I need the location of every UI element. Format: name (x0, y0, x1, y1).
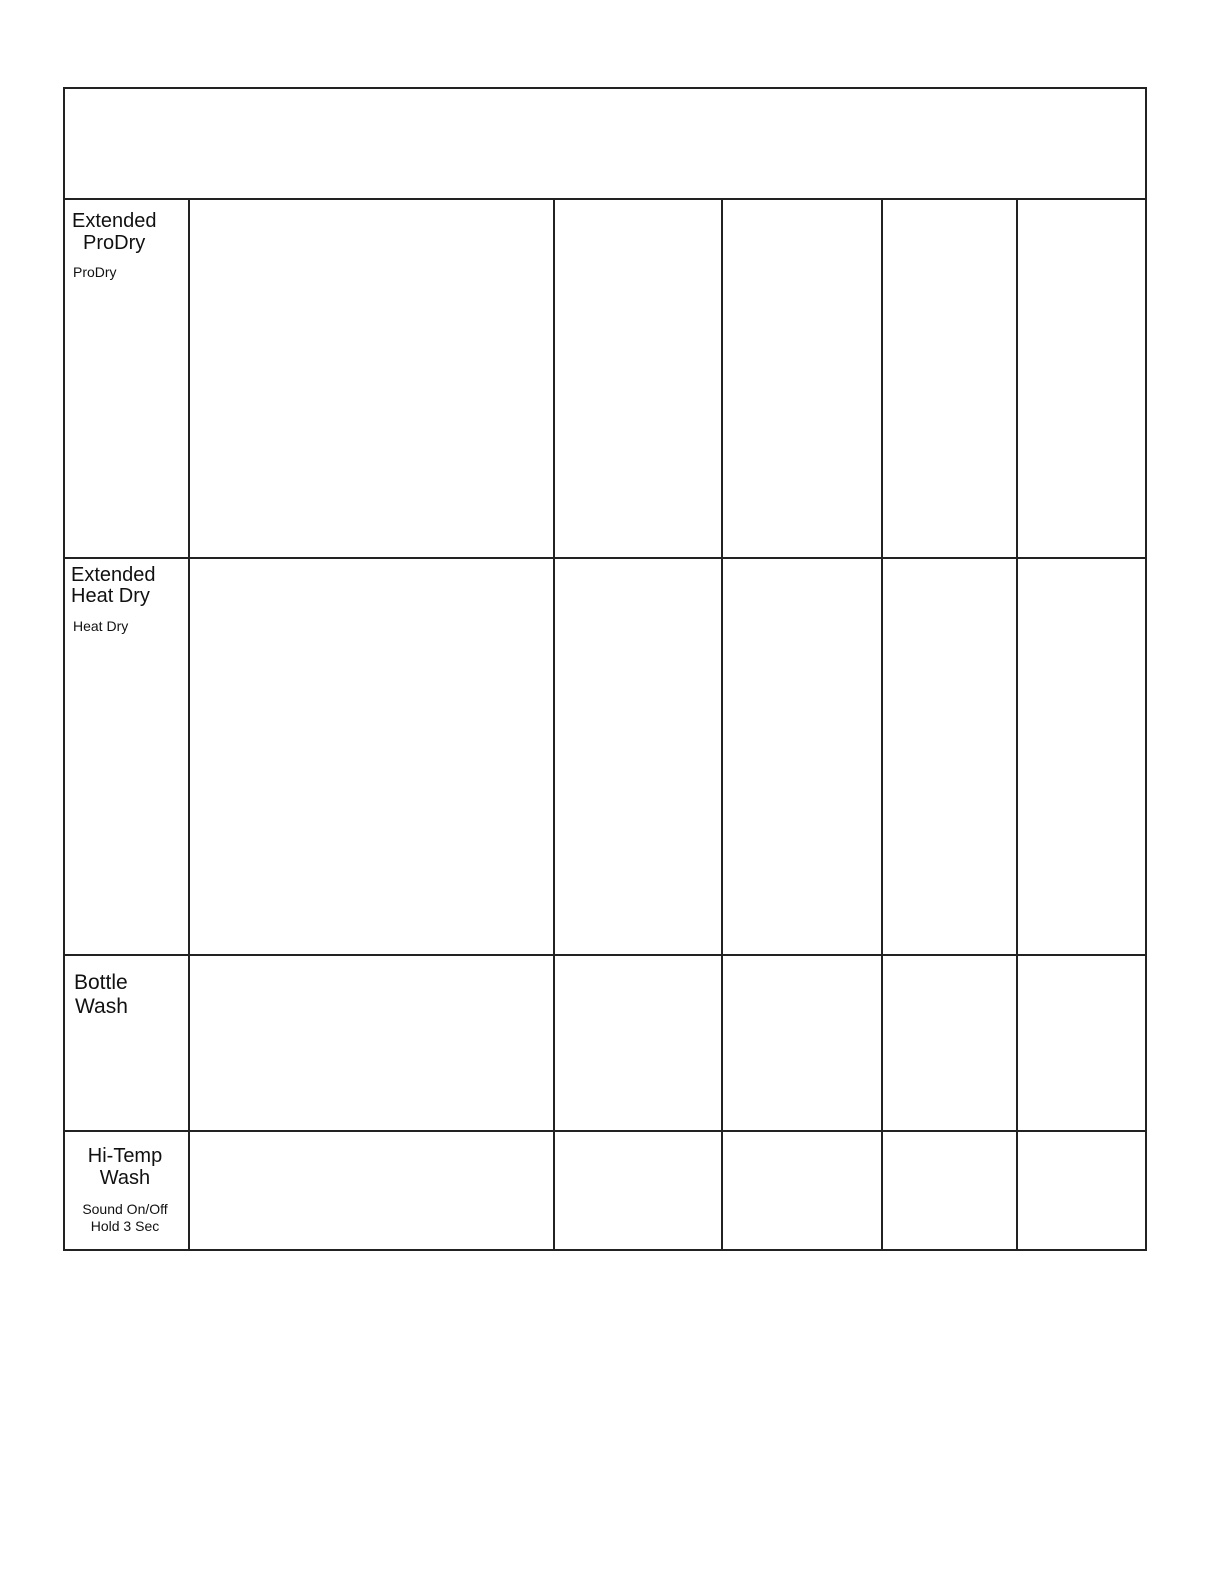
table-row-hi-temp-wash (65, 1132, 1145, 1253)
row-sub-label: Hold 3 Sec (90, 1218, 160, 1234)
row-main-label: Hi-Temp (87, 1145, 163, 1167)
row-sub-label: ProDry (73, 264, 117, 280)
table-row-extended-prodry (65, 200, 1145, 559)
options-table (63, 87, 1147, 1251)
row-main-label: Bottle (74, 971, 128, 994)
row-main-label: Wash (99, 1167, 151, 1189)
row-main-label: Wash (75, 995, 128, 1018)
table-row-bottle-wash (65, 956, 1145, 1132)
row-main-label: Heat Dry (71, 585, 150, 607)
row-label-cell (65, 559, 189, 954)
table-header-cell (65, 89, 1145, 200)
row-main-label: ProDry (83, 232, 146, 254)
row-label-cell (65, 956, 189, 1130)
row-sub-label: Sound On/Off (82, 1201, 168, 1217)
row-main-label: Extended (71, 564, 156, 586)
row-label-cell (65, 200, 189, 557)
row-sub-label: Heat Dry (73, 618, 129, 634)
table-row-extended-heat-dry (65, 559, 1145, 956)
row-main-label: Extended (72, 210, 157, 232)
row-label-cell (65, 1132, 189, 1253)
